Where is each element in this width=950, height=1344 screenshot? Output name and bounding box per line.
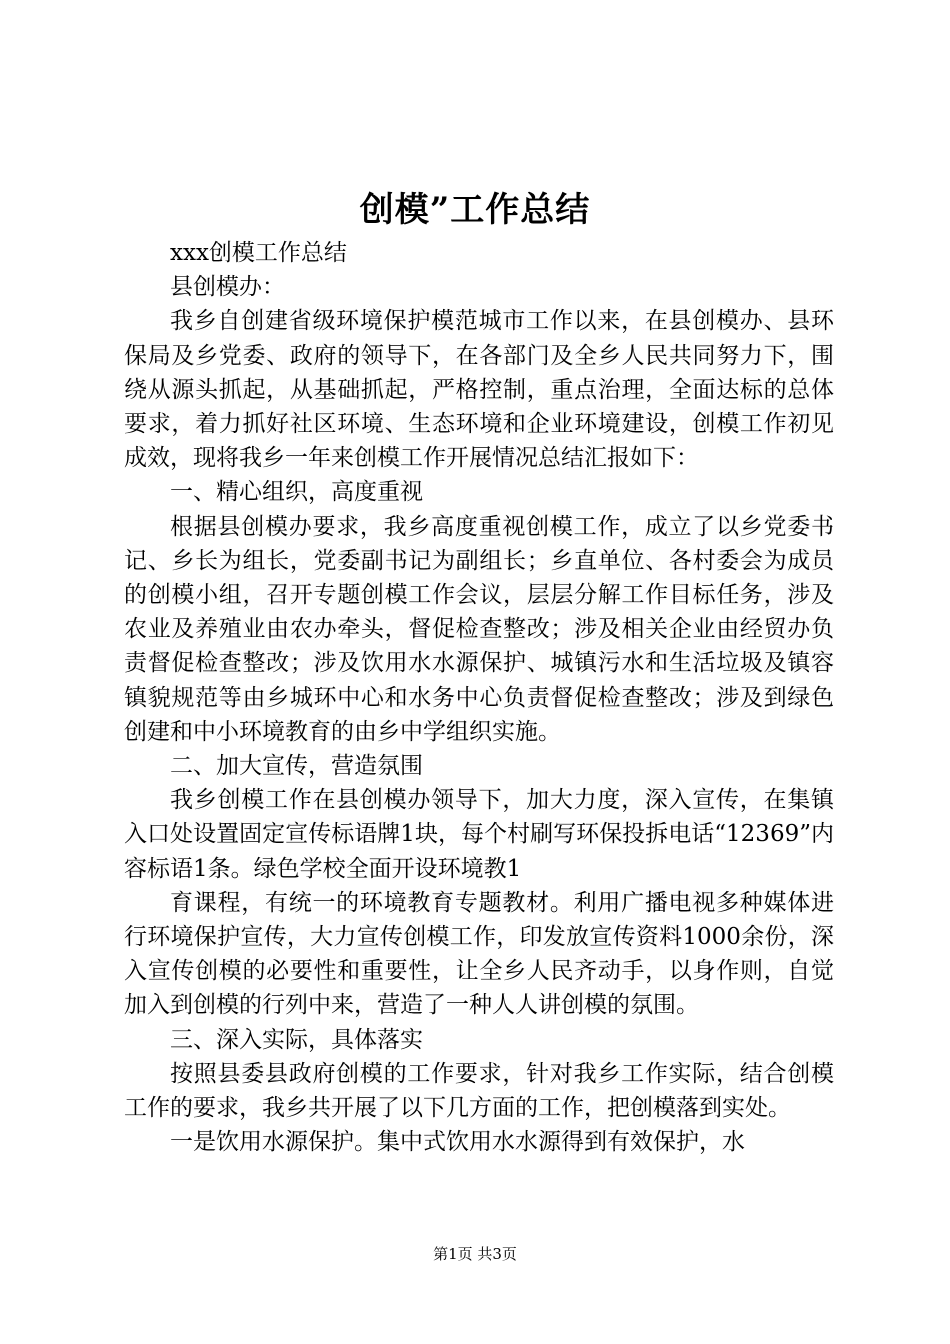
paragraph: xxx创模工作总结	[170, 240, 347, 266]
paragraph: 县创模办：	[170, 274, 285, 301]
section-heading: 一、精心组织，高度重视	[170, 479, 423, 506]
paragraph: 我乡自创建省级环境保护模范城市工作以来，在县创模办、县环保局及乡党委、政府的领导下，在各部门及全乡人民共同努力下，围绕从源头抓起，从基础抓起，严格控制，重点治理，全面达标的总体要求，着力抓好社区环境、生态环境和企业环境建设，创模工作初见成效，现将我乡一年来创模工作开展情况总结汇报如下：	[124, 308, 834, 472]
paragraph: 育课程，有统一的环境教育专题教材。利用广播电视多种媒体进行环境保护宣传，大力宣传创模工作，印发放宣传资料1000余份，深入宣传创模的必要性和重要性，让全乡人民齐动手，以身作则，自觉加入到创模的行列中来，营造了一种人人讲创模的氛围。	[124, 889, 834, 1019]
section-heading: 三、深入实际，具体落实	[170, 1026, 423, 1053]
paragraph: 按照县委县政府创模的工作要求，针对我乡工作实际，结合创模工作的要求，我乡共开展了以下几方面的工作，把创模落到实处。	[124, 1060, 834, 1122]
paragraph: 根据县创模办要求，我乡高度重视创模工作，成立了以乡党委书记、乡长为组长，党委副书记为副组长；乡直单位、各村委会为成员的创模小组，召开专题创模工作会议，层层分解工作目标任务，涉及农业及养殖业由农办牵头，督促检查整改；涉及相关企业由经贸办负责督促检查整改；涉及饮用水水源保护、城镇污水和生活垃圾及镇容镇貌规范等由乡城环中心和水务中心负责督促检查整改；涉及到绿色创建和中小环境教育的由乡中学组织实施。	[124, 513, 834, 745]
document-body	[124, 236, 834, 1159]
paragraph: 一是饮用水源保护。集中式饮用水水源得到有效保护，水	[170, 1129, 745, 1156]
page-footer: 第1页 共3页	[433, 1245, 517, 1263]
paragraph: 我乡创模工作在县创模办领导下，加大力度，深入宣传，在集镇入口处设置固定宣传标语牌1块，每个村刷写环保投拆电话“12369”内容标语1条。绿色学校全面开设环境教1	[124, 787, 834, 882]
document-title: 创模”工作总结	[359, 190, 591, 230]
section-heading: 二、加大宣传，营造氛围	[170, 753, 423, 780]
